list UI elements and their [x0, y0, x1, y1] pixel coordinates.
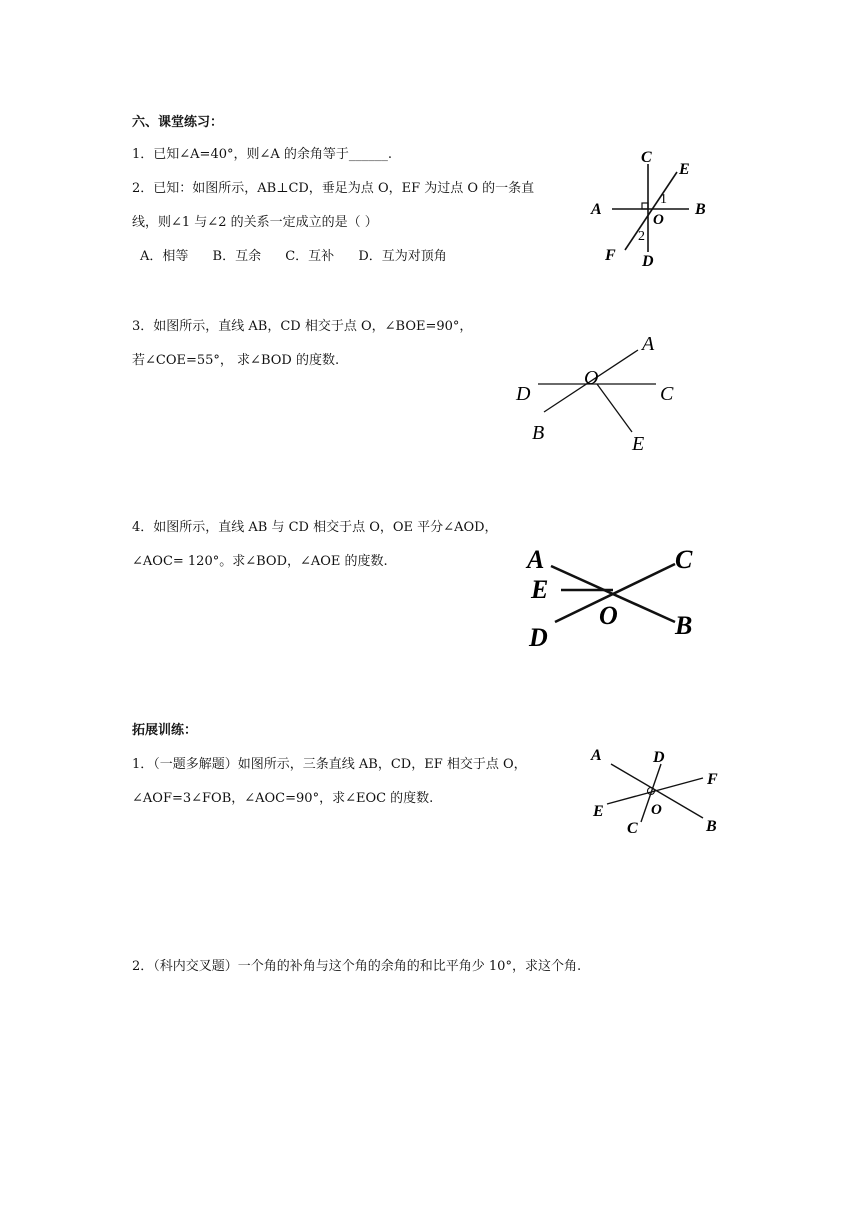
- question-4-line-2: ∠AOC= 120°。求∠BOD，∠AOE 的度数.: [132, 554, 388, 569]
- extension-question-1-line-2: ∠AOF=3∠FOB，∠AOC=90°，求∠EOC 的度数.: [132, 791, 434, 806]
- extension-question-1-line-1: 1．（一题多解题）如图所示，三条直线 AB，CD，EF 相交于点 O，: [132, 757, 527, 772]
- fig2-label-o: O: [584, 367, 599, 389]
- option-a: A．相等: [140, 249, 189, 264]
- fig4-label-e: E: [593, 803, 604, 820]
- fig1-label-a: A: [591, 201, 602, 218]
- fig4-label-d: D: [653, 749, 665, 766]
- fig2-label-c: C: [660, 383, 674, 405]
- question-1: 1．已知∠A=40°，则∠A 的余角等于______.: [132, 147, 393, 162]
- question-2-line-2: 线，则∠1 与∠2 的关系一定成立的是（ ）: [132, 215, 378, 230]
- fig1-label-d: D: [642, 253, 654, 270]
- fig1-label-one: 1: [660, 192, 667, 207]
- fig3-label-e: E: [531, 575, 549, 604]
- fig1-label-f: F: [605, 247, 616, 264]
- fig2-label-e: E: [632, 433, 645, 455]
- fig3-label-b: B: [675, 611, 693, 640]
- figure-perpendicular-lines: [585, 142, 715, 272]
- extension-question-2: 2．（科内交叉题）一个角的补角与这个角的余角的和比平角少 10°，求这个角.: [132, 959, 582, 974]
- fig3-label-o: O: [599, 601, 618, 630]
- figure-question-4: [525, 538, 715, 658]
- fig4-label-f: F: [707, 771, 718, 788]
- question-3-line-2: 若∠COE=55°， 求∠BOD 的度数.: [132, 353, 340, 368]
- fig1-label-o: O: [653, 212, 664, 228]
- fig4-label-a: A: [591, 747, 602, 764]
- fig2-label-d: D: [516, 383, 531, 405]
- fig4-label-c: C: [627, 820, 638, 837]
- question-4-line-1: 4．如图所示，直线 AB 与 CD 相交于点 O，OE 平分∠AOD，: [132, 520, 498, 535]
- figure-question-3: [510, 328, 700, 458]
- fig2-label-a: A: [642, 333, 655, 355]
- option-d: D．互为对顶角: [358, 249, 447, 264]
- fig4-label-o: O: [651, 802, 662, 818]
- fig3-label-a: A: [527, 545, 545, 574]
- option-c: C．互补: [285, 249, 335, 264]
- fig1-label-e: E: [679, 161, 690, 178]
- fig4-label-b: B: [706, 818, 717, 835]
- option-b: B．互余: [212, 249, 262, 264]
- fig3-label-c: C: [675, 545, 693, 574]
- question-2-line-1: 2．已知：如图所示，AB⊥CD，垂足为点 O，EF 为过点 O 的一条直: [132, 181, 535, 196]
- fig1-label-two: 2: [638, 229, 645, 244]
- section-heading-extension-training: 拓展训练：: [132, 723, 198, 738]
- fig3-label-d: D: [529, 623, 548, 652]
- fig1-label-b: B: [695, 201, 706, 218]
- fig1-label-c: C: [641, 149, 652, 166]
- figure-extension-question-1: [585, 738, 730, 843]
- question-2-options: [140, 248, 447, 266]
- fig2-label-b: B: [532, 422, 545, 444]
- section-heading-classroom-practice: 六、课堂练习：: [132, 115, 224, 130]
- question-3-line-1: 3．如图所示，直线 AB，CD 相交于点 O，∠BOE=90°，: [132, 319, 473, 334]
